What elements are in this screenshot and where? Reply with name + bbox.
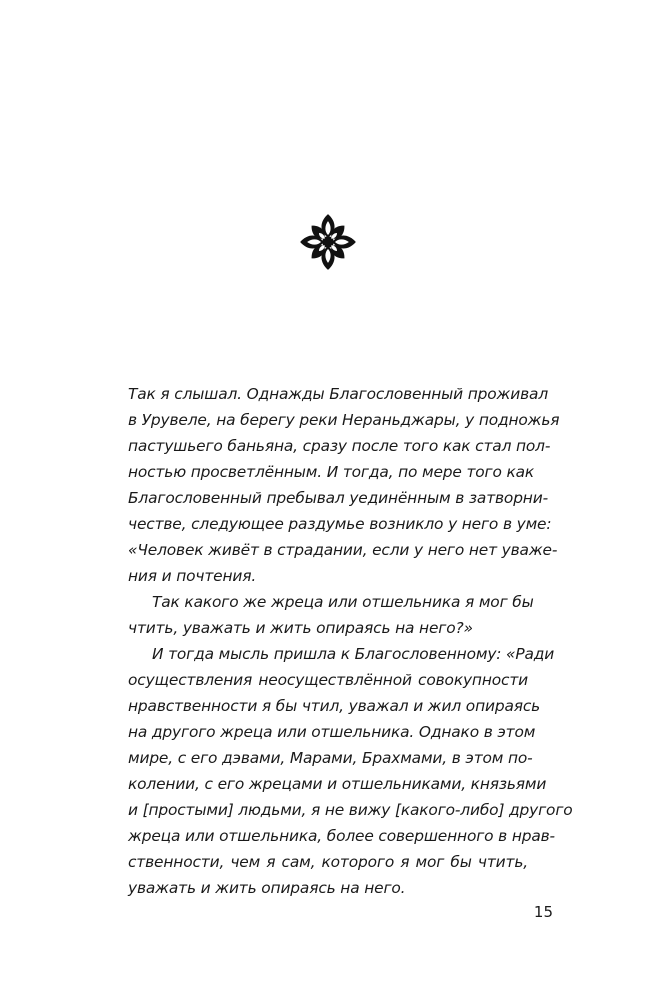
text-line: колении, с его жрецами и отшельниками, князьями	[128, 775, 547, 793]
text-line: И тогда мысль пришла к Благословенному: «Ради	[152, 645, 555, 663]
text-line: «Человек живёт в страдании, если у него нет уваже-	[128, 541, 558, 559]
text-line: ственности, чем я сам, которого я мог бы чтить,	[128, 853, 528, 871]
text-line: осуществления неосуществлённой совокупности	[128, 671, 528, 689]
text-line: честве, следующее раздумье возникло у него в уме:	[128, 515, 552, 533]
text-line: Благословенный пребывал уединённым в затворни-	[128, 489, 548, 507]
text-line: мире, с его дэвами, Марами, Брахмами, в этом по-	[128, 749, 533, 767]
text-line: ния и почтения.	[128, 567, 257, 585]
text-line: Так какого же жреца или отшельника я мог бы	[152, 593, 534, 611]
text-line: нравственности я бы чтил, уважал и жил опираясь	[128, 697, 541, 715]
text-line: пастушьего баньяна, сразу после того как стал пол-	[128, 437, 551, 455]
body-text	[128, 381, 573, 901]
text-line: на другого жреца или отшельника. Однако в этом	[128, 723, 536, 741]
text-line: Так я слышал. Однажды Благословенный проживал	[128, 385, 549, 403]
text-line: жреца или отшельника, более совершенного в нрав-	[128, 827, 555, 845]
page-number: 15	[533, 903, 553, 921]
text-line: и [простыми] людьми, я не вижу [какого-либо] другого	[128, 801, 573, 819]
lotus-ornament-icon	[299, 213, 357, 271]
text-line: уважать и жить опираясь на него.	[128, 879, 406, 897]
text-line: чтить, уважать и жить опираясь на него?»	[128, 619, 473, 637]
text-line: ностью просветлённым. И тогда, по мере того как	[128, 463, 535, 481]
text-line: в Урувеле, на берегу реки Нераньджары, у подножья	[128, 411, 560, 429]
